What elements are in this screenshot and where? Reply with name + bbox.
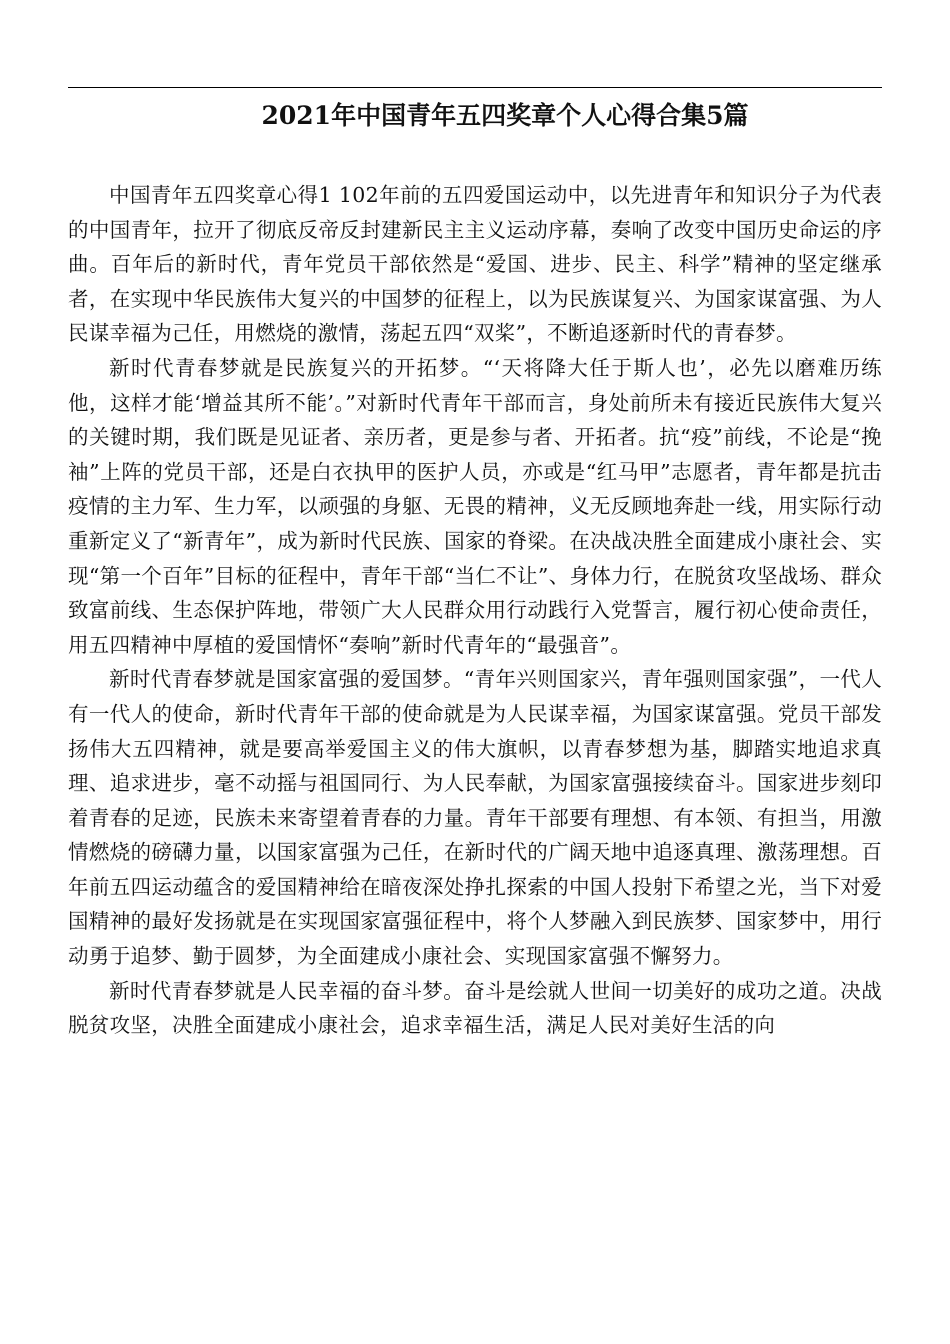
document-title: 2021年中国青年五四奖章个人心得合集5篇 [261, 101, 749, 130]
paragraph-3: 新时代青春梦就是国家富强的爱国梦。“青年兴则国家兴，青年强则国家强”，一代人有一代人的使命，新时代青年干部的使命就是为人民谋幸福，为国家谋富强。党员干部发扬伟大五四精神，就是要高举爱国主义的伟大旗帜，以青春梦想为基，脚踏实地追求真理、追求进步，毫不动摇与祖国同行、为人民奉献，为国家富强接续奋斗。国家进步刻印着青春的足迹，民族未来寄望着青春的力量。青年干部要有理想、有本领、有担当，用激情燃烧的磅礴力量，以国家富强为己任，在新时代的广阔天地中追逐真理、激荡理想。百年前五四运动蕴含的爱国精神给在暗夜深处挣扎探索的中国人投射下希望之光，当下对爱国精神的最好发扬就是在实现国家富强征程中，将个人梦融入到民族梦、国家梦中，用行动勇于追梦、勤于圆梦，为全面建成小康社会、实现国家富强不懈努力。 [68, 667, 882, 969]
document-body [68, 178, 882, 1043]
paragraph-2: 新时代青春梦就是民族复兴的开拓梦。“‘天将降大任于斯人也’，必先以磨难历练他，这样才能‘增益其所不能’。”对新时代青年干部而言，身处前所未有接近民族伟大复兴的关键时期，我们既是见证者、亲历者，更是参与者、开拓者。抗“疫”前线，不论是“挽袖”上阵的党员干部，还是白衣执甲的医护人员，亦或是“红马甲”志愿者，青年都是抗击疫情的主力军、生力军，以顽强的身躯、无畏的精神，义无反顾地奔赴一线，用实际行动重新定义了“新青年”，成为新时代民族、国家的脊梁。在决战决胜全面建成小康社会、实现“第一个百年”目标的征程中，青年干部“当仁不让”、身体力行，在脱贫攻坚战场、群众致富前线、生态保护阵地，带领广大人民群众用行动践行入党誓言，履行初心使命责任，用五四精神中厚植的爱国情怀“奏响”新时代青年的“最强音”。 [68, 355, 882, 657]
paragraph-4: 新时代青春梦就是人民幸福的奋斗梦。奋斗是绘就人世间一切美好的成功之道。决战脱贫攻坚，决胜全面建成小康社会，追求幸福生活，满足人民对美好生活的向 [68, 978, 882, 1038]
header-rule [68, 87, 882, 88]
paragraph-1: 中国青年五四奖章心得1 102年前的五四爱国运动中，以先进青年和知识分子为代表的中国青年，拉开了彻底反帝反封建新民主主义运动序幕，奏响了改变中国历史命运的序曲。百年后的新时代，青年党员干部依然是“爱国、进步、民主、科学”精神的坚定继承者，在实现中华民族伟大复兴的中国梦的征程上，以为民族谋复兴、为国家谋富强、为人民谋幸福为己任，用燃烧的激情，荡起五四“双桨”，不断追逐新时代的青春梦。 [68, 183, 882, 346]
